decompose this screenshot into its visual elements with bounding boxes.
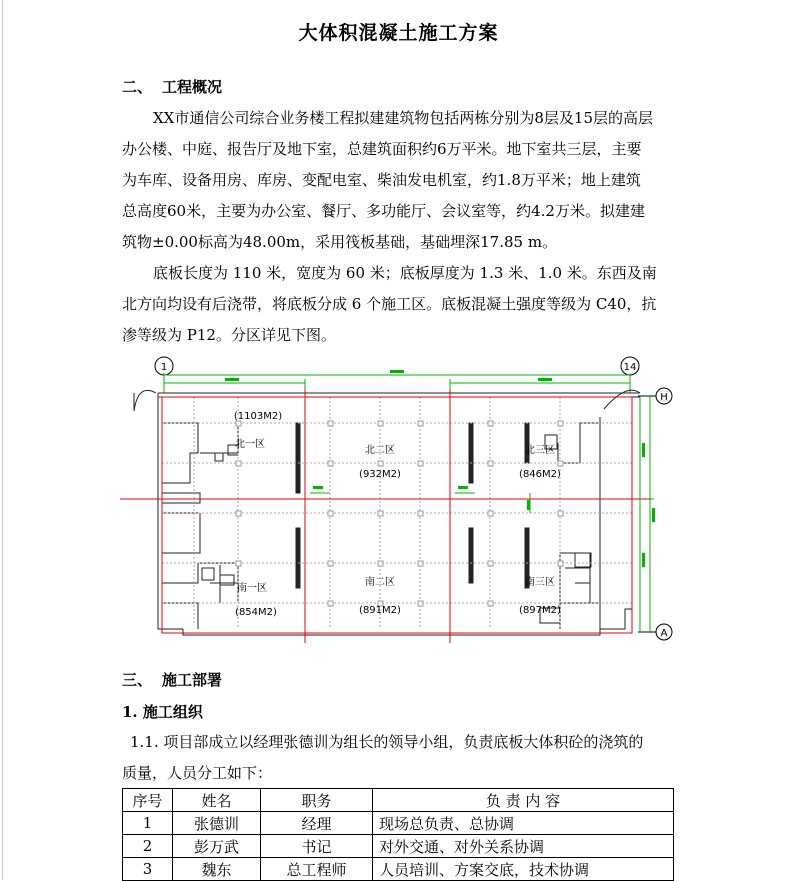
table-cell: 2 <box>123 835 173 858</box>
zone-name-north-1: 北一区 <box>235 439 265 450</box>
axis-label-14: 14 <box>623 362 637 373</box>
section-3-number: 三、 <box>122 671 153 689</box>
zone-name-south-3: 南三区 <box>525 577 555 588</box>
zone-area-north-3: (846M2) <box>519 469 561 480</box>
table-row <box>123 835 674 858</box>
table-cell: 书记 <box>261 835 373 858</box>
table-cell: 3 <box>123 858 173 881</box>
paragraph-line: 底板长度为 110 米，宽度为 60 米；底板厚度为 1.3 米、1.0 米。东西及南 <box>153 264 657 282</box>
table-row <box>123 858 674 881</box>
table-header-row <box>123 789 674 812</box>
table-header-cell: 职务 <box>261 789 373 812</box>
section-2-title: 工程概况 <box>162 78 223 96</box>
paragraph-line: 为车库、设备用房、库房、变配电室、柴油发电机室，约1.8万平米；地上建筑 <box>122 171 641 189</box>
paragraph-line: 质量，人员分工如下： <box>122 764 273 782</box>
section-3-heading <box>122 669 222 690</box>
paragraph-line: 筑物±0.00标高为48.00m，采用筏板基础，基础埋深17.85 m。 <box>122 233 558 251</box>
subsection-1-1-paragraph <box>122 727 682 789</box>
table-header-cell: 姓名 <box>173 789 261 812</box>
paragraph-line: 渗等级为 P12。分区详见下图。 <box>122 326 336 344</box>
paragraph-line: 办公楼、中庭、报告厅及地下室，总建筑面积约6万平米。地下室共三层，主要 <box>122 140 642 158</box>
table-cell: 经理 <box>261 812 373 835</box>
paragraph-line: 北方向均设有后浇带，将底板分成 6 个施工区。底板混凝土强度等级为 C40，抗 <box>122 295 657 313</box>
paragraph-line: 1.1. 项目部成立以经理张德训为组长的领导小组，负责底板大体积砼的浇筑的 <box>130 733 644 751</box>
section-2-paragraph-2 <box>122 258 678 351</box>
subsection-1-heading: 1. 施工组织 <box>122 703 203 721</box>
paragraph-line: 总高度60米，主要为办公室、餐厅、多功能厅、会议室等，约4.2万米。拟建建 <box>122 202 645 220</box>
paragraph-line: XX市通信公司综合业务楼工程拟建建筑物包括两栋分别为8层及15层的高层 <box>153 109 653 127</box>
table-cell: 1 <box>123 812 173 835</box>
table-header-cell: 负 责 内 容 <box>373 789 674 812</box>
document-title: 大体积混凝土施工方案 <box>298 22 499 44</box>
zone-area-south-3: (897M2) <box>519 605 561 616</box>
axis-label-1: 1 <box>160 362 168 373</box>
table-cell: 人员培训、方案交底，技术协调 <box>373 858 674 881</box>
section-2-number: 二、 <box>122 78 153 96</box>
section-2-paragraph-1 <box>122 103 678 258</box>
table-header-cell: 序号 <box>123 789 173 812</box>
table-cell: 张德训 <box>173 812 261 835</box>
zone-name-south-2: 南二区 <box>365 577 395 588</box>
section-3-title: 施工部署 <box>162 671 223 689</box>
page-edge <box>2 0 3 880</box>
zone-area-south-2: (891M2) <box>359 605 401 616</box>
table-cell: 现场总负责、总协调 <box>373 812 674 835</box>
zone-area-north-1: (1103M2) <box>233 411 283 422</box>
table-cell: 对外交通、对外关系协调 <box>373 835 674 858</box>
zone-name-south-1: 南一区 <box>237 583 267 594</box>
zone-area-north-2: (932M2) <box>359 469 401 480</box>
axis-label-a: A <box>660 628 668 639</box>
staff-table <box>122 788 674 881</box>
axis-label-h: H <box>660 392 668 403</box>
table-cell: 魏东 <box>173 858 261 881</box>
table-row <box>123 812 674 835</box>
zone-name-north-2: 北二区 <box>365 445 395 456</box>
zone-area-south-1: (854M2) <box>235 607 277 618</box>
table-cell: 彭万武 <box>173 835 261 858</box>
section-2-heading <box>122 76 222 97</box>
zone-name-north-3: 北三区 <box>525 445 555 456</box>
foundation-zoning-plan <box>120 353 680 645</box>
table-cell: 总工程师 <box>261 858 373 881</box>
